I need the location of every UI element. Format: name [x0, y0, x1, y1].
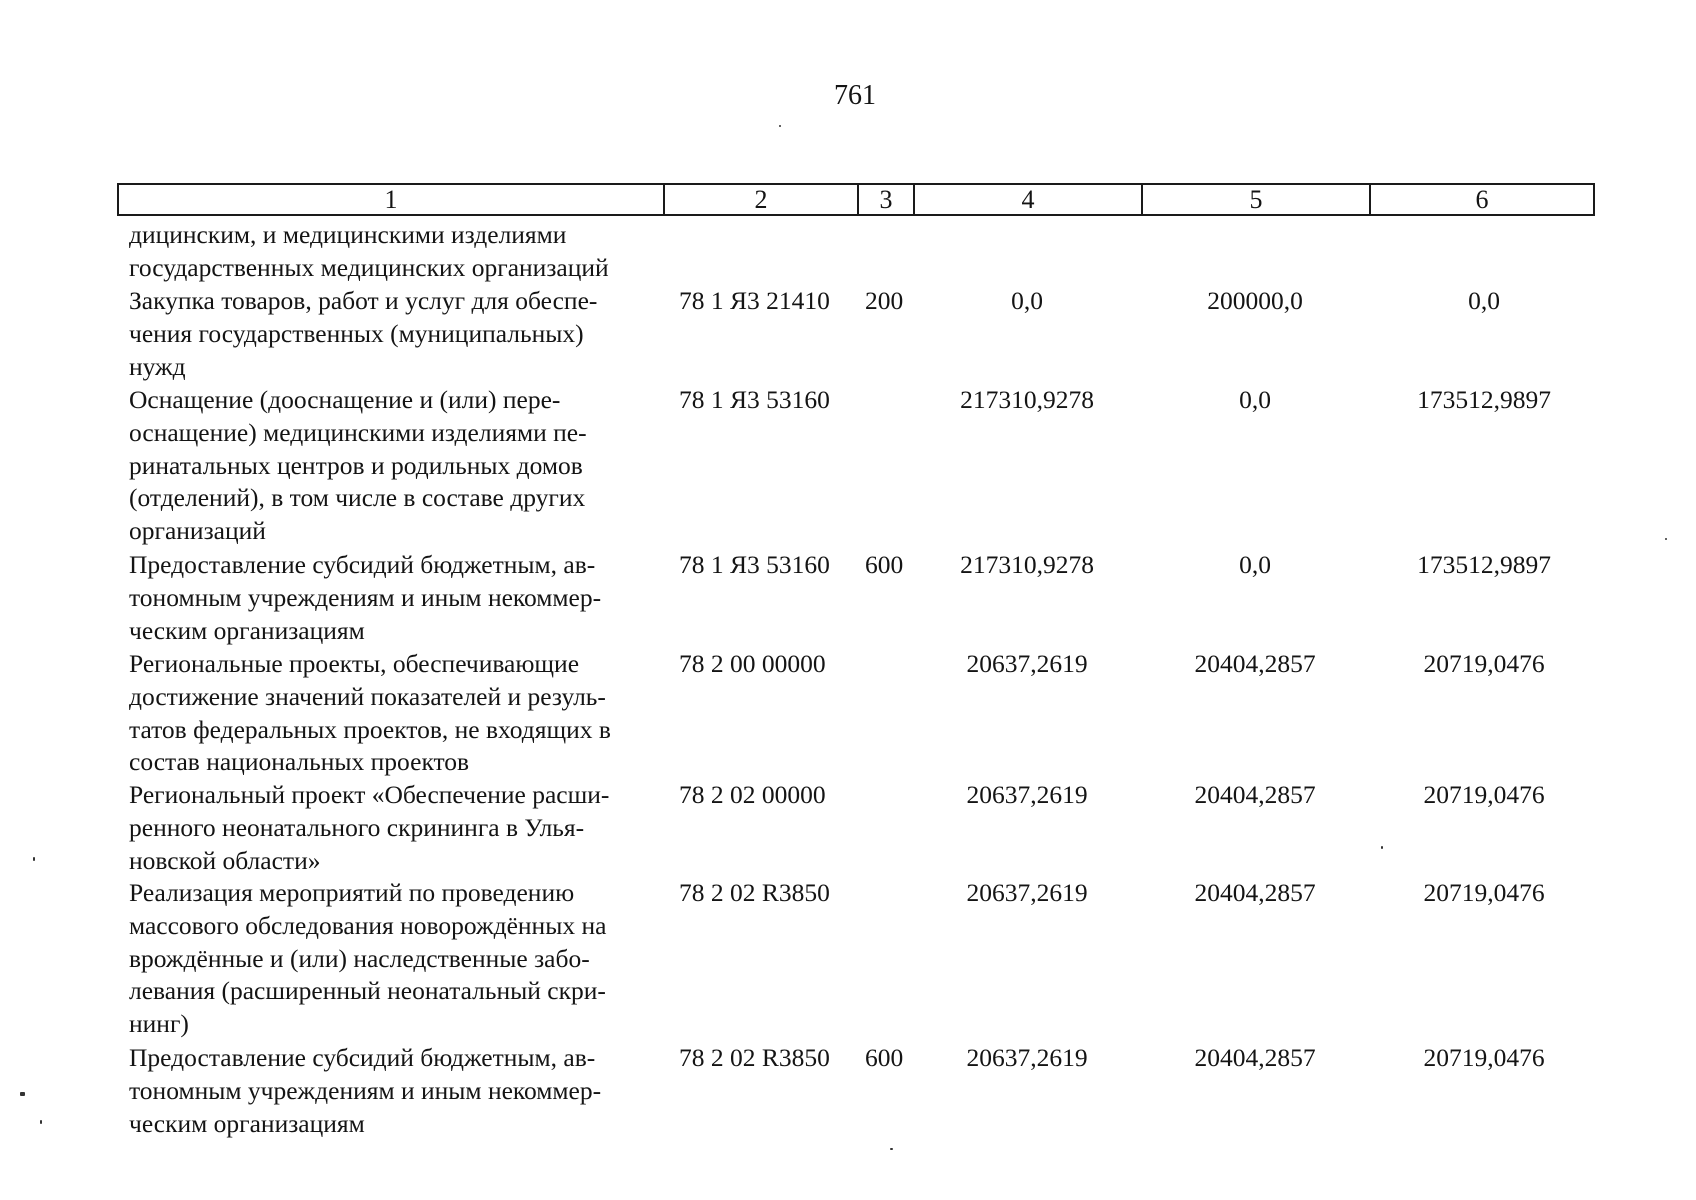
row-value-col4: 20637,2619 [966, 649, 1088, 678]
row-value-col5: 20404,2857 [1194, 780, 1316, 809]
row-code: 78 2 02 R3850 [679, 1043, 830, 1072]
row-value-col6: 173512,9897 [1417, 385, 1551, 414]
scan-speck [779, 125, 781, 127]
row-value-col6: 0,0 [1468, 286, 1500, 315]
row-description: дицинским, и медицинскими изделиями государственных медицинских организаций [129, 220, 609, 282]
row-value-col5: 0,0 [1239, 385, 1271, 414]
row-code: 78 2 00 00000 [679, 649, 826, 678]
row-code: 78 1 Я3 53160 [679, 385, 830, 414]
header-col-5: 5 [1143, 185, 1371, 214]
header-col-3: 3 [859, 185, 915, 214]
header-col-2: 2 [665, 185, 859, 214]
row-vr: 600 [865, 1043, 904, 1072]
page-number: 761 [834, 80, 876, 111]
header-col-6: 6 [1475, 185, 1489, 214]
row-code: 78 1 Я3 21410 [679, 286, 830, 315]
row-value-col5: 20404,2857 [1194, 1043, 1316, 1072]
row-description: Реализация мероприятий по проведению массового обследования новорождённых на врождённые и (или) наследственные забо- левания (расширенный неонатальный скри- нинг) [129, 878, 607, 1039]
table-header-row [117, 183, 1595, 216]
header-col-1: 1 [119, 185, 665, 214]
row-value-col6: 20719,0476 [1423, 649, 1545, 678]
row-description: Региональный проект «Обеспечение расши- ренного неонатального скрининга в Улья- новской области» [129, 780, 610, 875]
row-description: Оснащение (дооснащение и (или) пере- оснащение) медицинскими изделиями пе- ринатальных центров и родильных домов (отделений), в том числе в составе других организаций [129, 385, 587, 546]
row-description: Предоставление субсидий бюджетным, ав- тономным учреждениям и иным некоммер- ческим организациям [129, 550, 602, 645]
row-vr: 600 [865, 550, 904, 579]
row-value-col4: 20637,2619 [966, 1043, 1088, 1072]
row-code: 78 2 02 R3850 [679, 878, 830, 907]
row-value-col4: 20637,2619 [966, 780, 1088, 809]
row-description: Предоставление субсидий бюджетным, ав- тономным учреждениям и иным некоммер- ческим организациям [129, 1043, 602, 1138]
scan-speck [40, 1120, 42, 1124]
scan-speck [890, 1148, 893, 1150]
row-value-col5: 20404,2857 [1194, 649, 1316, 678]
header-col-4: 4 [915, 185, 1143, 214]
scan-speck [33, 857, 35, 861]
row-value-col5: 0,0 [1239, 550, 1271, 579]
row-value-col6: 173512,9897 [1417, 550, 1551, 579]
row-value-col6: 20719,0476 [1423, 878, 1545, 907]
row-vr: 200 [865, 286, 904, 315]
row-value-col4: 217310,9278 [960, 550, 1094, 579]
row-description: Региональные проекты, обеспечивающие достижение значений показателей и резуль- татов федеральных проектов, не входящих в состав национальных проектов [129, 649, 611, 777]
row-code: 78 1 Я3 53160 [679, 550, 830, 579]
row-value-col4: 217310,9278 [960, 385, 1094, 414]
row-value-col4: 0,0 [1011, 286, 1043, 315]
row-value-col4: 20637,2619 [966, 878, 1088, 907]
row-value-col5: 200000,0 [1207, 286, 1303, 315]
scan-speck [20, 1092, 25, 1096]
row-description: Закупка товаров, работ и услуг для обеспе- чения государственных (муниципальных) нужд [129, 286, 598, 381]
row-value-col6: 20719,0476 [1423, 1043, 1545, 1072]
row-code: 78 2 02 00000 [679, 780, 826, 809]
row-value-col5: 20404,2857 [1194, 878, 1316, 907]
scan-speck [1665, 538, 1667, 540]
row-value-col6: 20719,0476 [1423, 780, 1545, 809]
scan-speck [1381, 846, 1383, 849]
